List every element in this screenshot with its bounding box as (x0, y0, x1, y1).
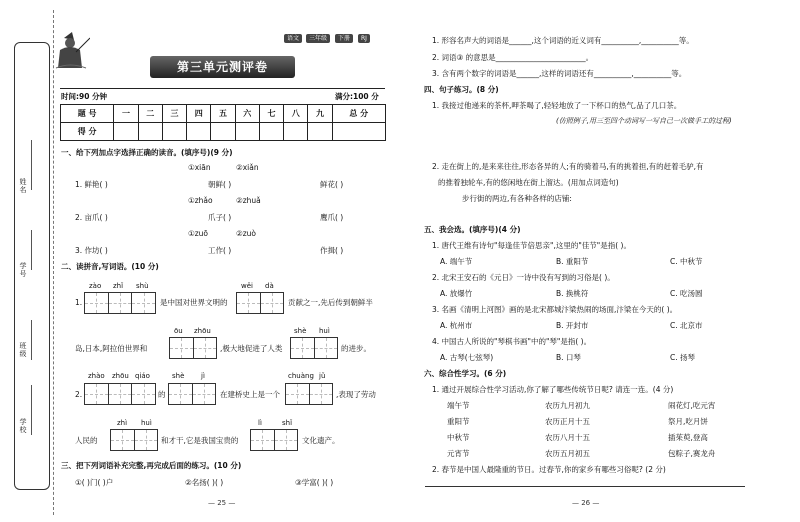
score-row-label: 得 分 (61, 123, 114, 141)
s5-option-c: C. 中秋节 (670, 257, 703, 266)
score-input-cell[interactable] (211, 123, 235, 141)
s4-q2-line2: 的推着独轮车,有的悠闲地在街上溜达。(用加点词造句) (438, 178, 619, 187)
pinyin: chuàng (288, 372, 314, 380)
s3-item: ③学富( )( ) (295, 478, 334, 487)
s2-text: 岛,日本,阿拉伯世界和 (75, 344, 148, 353)
score-input-cell[interactable] (259, 123, 283, 141)
score-input-cell[interactable] (162, 123, 186, 141)
pinyin-option: ①xiān (188, 163, 211, 172)
writing-grid[interactable] (236, 292, 284, 314)
writing-grid[interactable] (84, 383, 156, 405)
festival-date[interactable]: 农历五月初五 (545, 449, 590, 458)
section-5-title: 五、我会选。(填序号)(4 分) (424, 225, 521, 234)
id-label: 学号 (19, 262, 27, 278)
time-label: 时间:90 分钟 (61, 92, 108, 101)
pinyin: huì (319, 327, 330, 335)
pinyin: zhōu (194, 327, 211, 335)
s3-item: ②名扬( )( ) (185, 478, 224, 487)
full-score-label: 满分:100 分 (335, 92, 379, 101)
q-number: 1. (75, 298, 83, 307)
pinyin: huì (141, 419, 152, 427)
s2-text: ,极大地促进了人类 (220, 344, 283, 353)
writing-grid[interactable] (110, 429, 158, 451)
pinyin: zào (89, 282, 102, 290)
score-cell: 三 (162, 105, 186, 123)
score-table-score-row (61, 123, 386, 141)
s5-question: 1. 唐代王维有诗句"每逢佳节倍思亲",这里的"佳节"是指( )。 (432, 241, 631, 250)
writing-grid[interactable] (168, 383, 216, 405)
s5-option-b: B. 换桃符 (556, 289, 589, 298)
festival-custom[interactable]: 闹花灯,吃元宵 (668, 401, 716, 410)
s2-text: 人民的 (75, 436, 98, 445)
s5-option-a: A. 古琴(七弦琴) (440, 353, 494, 362)
pinyin: zhōu (112, 372, 129, 380)
pinyin-option: ②zuò (236, 229, 257, 238)
answer-line[interactable] (425, 486, 745, 487)
s1-item-c: 作揖( ) (320, 246, 344, 255)
s5-option-b: B. 重阳节 (556, 257, 589, 266)
s2-text: 文化遗产。 (302, 436, 340, 445)
score-input-cell[interactable] (138, 123, 162, 141)
s1-item-c: 鹰爪( ) (320, 213, 344, 222)
score-cell: 四 (187, 105, 211, 123)
s4-q1-note: (仿照例子,用三至四个动词写一写自己一次做手工的过程) (556, 117, 732, 125)
top-question-2: 2. 词语③ 的意思是________________________。 (432, 53, 594, 62)
pinyin: zhǐ (113, 282, 124, 290)
class-label: 班级 (19, 342, 27, 358)
pinyin: wěi (241, 282, 253, 290)
s1-item-c: 鲜花( ) (320, 180, 344, 189)
writing-grid[interactable] (169, 337, 217, 359)
score-cell: 二 (138, 105, 162, 123)
section-6-title: 六、综合性学习。(6 分) (424, 369, 507, 378)
section-1-title: 一、给下列加点字选择正确的读音。(填序号)(9 分) (61, 148, 233, 157)
writing-grid[interactable] (84, 292, 156, 314)
pinyin: lì (258, 419, 262, 427)
pinyin: shǐ (282, 419, 293, 427)
score-cell: 总 分 (332, 105, 385, 123)
s4-q2-line1: 2. 走在街上的,是来来往往,形态各异的人;有的骑着马,有的挑着担,有的赶着毛驴,有 (432, 162, 704, 171)
name-fill-line (31, 140, 32, 190)
s5-option-a: A. 杭州市 (440, 321, 473, 330)
pinyin: qiáo (135, 372, 150, 380)
school-label: 学校 (19, 418, 27, 434)
pinyin: dà (265, 282, 274, 290)
fisherman-illustration-icon (50, 30, 90, 72)
s1-item-b: 爪子( ) (208, 213, 232, 222)
section-2-title: 二、读拼音,写词语。(10 分) (61, 262, 159, 271)
q-number: 2. (75, 390, 83, 399)
s4-q2-line3: 步行街的两边,有各种各样的店铺: (462, 194, 572, 203)
top-question-3: 3. 含有两个数字的词语是______,这样的词语还有__________,__________等。 (432, 69, 687, 78)
s5-option-b: B. 开封市 (556, 321, 589, 330)
pinyin-option: ②zhuǎ (236, 196, 261, 205)
score-cell: 七 (259, 105, 283, 123)
s1-item-a: 1. 鲜艳( ) (75, 180, 108, 189)
s6-q2: 2. 春节是中国人最隆重的节日。过春节,你的家乡有哪些习俗呢? (2 分) (432, 465, 666, 474)
festival[interactable]: 重阳节 (447, 417, 470, 426)
s5-option-c: C. 吃汤圆 (670, 289, 703, 298)
s5-question: 4. 中国古人所说的"琴棋书画"中的"琴"是指( )。 (432, 337, 592, 346)
score-cell: 题 号 (61, 105, 114, 123)
pinyin-option: ①zhǎo (188, 196, 213, 205)
pinyin: jǔ (319, 372, 326, 380)
pinyin: zhào (88, 372, 105, 380)
writing-grid[interactable] (250, 429, 298, 451)
s2-text: 的 (158, 390, 166, 399)
s5-option-c: C. 北京市 (670, 321, 703, 330)
pinyin: shè (172, 372, 185, 380)
score-input-cell[interactable] (114, 123, 138, 141)
festival[interactable]: 元宵节 (447, 449, 470, 458)
s3-item: ①( )门( )户 (75, 478, 114, 487)
class-fill-line (31, 320, 32, 360)
score-input-cell[interactable] (284, 123, 308, 141)
id-fill-line (31, 230, 32, 270)
pinyin-option: ①zuō (188, 229, 209, 238)
score-input-cell[interactable] (235, 123, 259, 141)
s4-q1: 1. 我接过他递来的茶杯,呷茶喝了,轻轻地放了一下杯口的热气,品了几口茶。 (432, 101, 682, 110)
score-cell: 九 (308, 105, 332, 123)
s2-text: ,表现了劳动 (336, 390, 376, 399)
top-question-1: 1. 形容名声大的词语是______,这个词语的近义词有__________,__________等。 (432, 36, 694, 45)
festival-custom[interactable]: 包粽子,赛龙舟 (668, 449, 716, 458)
cut-line (53, 10, 54, 515)
score-cell: 一 (114, 105, 138, 123)
festival-date[interactable]: 农历正月十五 (545, 417, 590, 426)
pinyin: shè (294, 327, 307, 335)
s2-text: 和才干,它是我国宝贵的 (161, 436, 239, 445)
s5-option-a: A. 放爆竹 (440, 289, 473, 298)
page-number-right: — 26 — (572, 499, 600, 507)
s1-item-b: 朝鲜( ) (208, 180, 232, 189)
tag-grade: 三年级 (306, 34, 330, 43)
score-cell: 五 (211, 105, 235, 123)
s1-item-b: 工作( ) (208, 246, 232, 255)
score-input-cell[interactable] (332, 123, 385, 141)
page-title: 第三单元测评卷 (150, 56, 295, 78)
s2-text: 的进步。 (341, 344, 371, 353)
header-rule (60, 88, 385, 89)
score-table (60, 104, 386, 141)
festival-date[interactable]: 农历八月十五 (545, 433, 590, 442)
s1-item-a: 2. 亩爪( ) (75, 213, 108, 222)
name-label: 姓名 (19, 178, 27, 194)
s6-q1: 1. 通过开展综合性学习活动,你了解了哪些传统节日呢? 请连一连。(4 分) (432, 385, 674, 394)
score-input-cell[interactable] (187, 123, 211, 141)
page-number-left: — 25 — (208, 499, 236, 507)
tag-volume: 下册 (335, 34, 353, 43)
festival[interactable]: 端午节 (447, 401, 470, 410)
s2-text: 贡献之一,先后传到朝鲜半 (288, 298, 373, 307)
s2-text: 在建桥史上是一个 (220, 390, 280, 399)
pinyin: ōu (174, 327, 183, 335)
pinyin: shù (136, 282, 149, 290)
score-table-header-row (61, 105, 386, 123)
tag-subject: 语文 (284, 34, 302, 43)
festival[interactable]: 中秋节 (447, 433, 470, 442)
s5-option-c: C. 扬琴 (670, 353, 696, 362)
pinyin-option: ②xiǎn (236, 163, 259, 172)
s5-question: 3. 名画《清明上河图》画的是北宋都城汴梁热闹的场面,汴梁在今天的( )。 (432, 305, 678, 314)
s5-option-a: A. 端午节 (440, 257, 473, 266)
s1-item-a: 3. 作坊( ) (75, 246, 108, 255)
festival-date[interactable]: 农历九月初九 (545, 401, 590, 410)
score-cell: 六 (235, 105, 259, 123)
festival-custom[interactable]: 祭月,吃月饼 (668, 417, 708, 426)
s2-text: 是中国对世界文明的 (160, 298, 228, 307)
score-cell: 八 (284, 105, 308, 123)
pinyin: zhì (117, 419, 128, 427)
tag-edition: RJ (358, 34, 370, 43)
writing-grid[interactable] (285, 383, 333, 405)
score-input-cell[interactable] (308, 123, 332, 141)
writing-grid[interactable] (290, 337, 338, 359)
school-fill-line (31, 385, 32, 435)
pinyin: jì (201, 372, 205, 380)
section-4-title: 四、句子练习。(8 分) (424, 85, 499, 94)
festival-custom[interactable]: 插茱萸,登高 (668, 433, 708, 442)
section-3-title: 三、把下列词语补充完整,再完成后面的练习。(10 分) (61, 461, 242, 470)
s5-question: 2. 北宋王安石的《元日》一诗中没有写到的习俗是( )。 (432, 273, 615, 282)
s5-option-b: B. 口琴 (556, 353, 581, 362)
